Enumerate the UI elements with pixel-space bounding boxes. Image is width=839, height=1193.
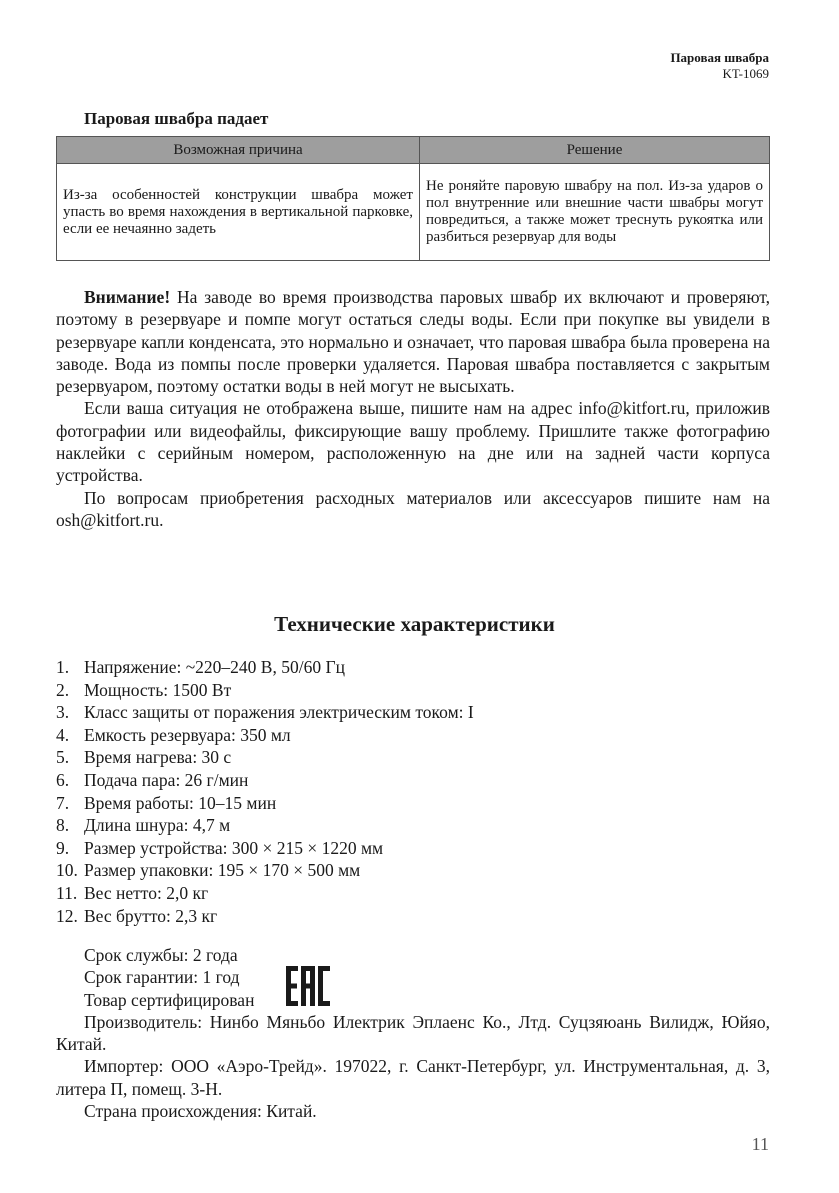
- item-text: Емкость резервуара: 350 мл: [84, 724, 291, 745]
- item-text: Мощность: 1500 Вт: [84, 679, 232, 700]
- table-row: [57, 164, 770, 261]
- column-header-solution: Решение: [420, 137, 770, 164]
- importer: Импортер: ООО «Аэро-Трейд». 197022, г. Санкт-Петербург, ул. Инструментальная, д. 3, литера П, помещ. 3-Н.: [56, 1056, 770, 1099]
- item-text: Время нагрева: 30 с: [84, 747, 232, 768]
- certified-text: Товар сертифицирован: [84, 989, 255, 1010]
- item-number: 3.: [56, 702, 70, 723]
- extra-info: [56, 944, 770, 1122]
- item-text: Длина шнура: 4,7 м: [84, 815, 231, 836]
- item-number: 7.: [56, 792, 70, 813]
- specs-list: [56, 656, 474, 927]
- troubleshooting-table: [56, 136, 770, 261]
- item-number: 5.: [56, 747, 70, 768]
- item-text: Вес нетто: 2,0 кг: [84, 882, 209, 903]
- item-number: 1.: [56, 657, 70, 677]
- item-number: 8.: [56, 815, 70, 836]
- header-model: KT-1069: [722, 66, 769, 81]
- warranty: Срок гарантии: 1 год: [84, 967, 240, 988]
- item-number: 11.: [56, 882, 78, 903]
- list-item: [56, 679, 474, 702]
- item-number: 9.: [56, 837, 70, 858]
- contact-paragraph: Если ваша ситуация не отображена выше, пишите нам на адрес info@kitfort.ru, приложив фотографии или видеофайлы, фиксирующие вашу проблему. Пришлите также фотографию наклейки с серийным номером, расположенную на дне или на задней части корпуса устройства.: [56, 398, 770, 486]
- list-item: [56, 859, 474, 882]
- column-header-cause: Возможная причина: [57, 137, 420, 164]
- country-of-origin: Страна происхождения: Китай.: [84, 1101, 317, 1122]
- item-number: 6.: [56, 769, 70, 790]
- accessories-paragraph: По вопросам приобретения расходных материалов или аксессуаров пишите нам на osh@kitfort.ru.: [56, 487, 770, 530]
- solution-cell: Не роняйте паровую швабру на пол. Из-за ударов о пол внутренние или внешние части швабры могут повредиться, а также может треснуть рукоятка или разбиться резервуар для воды: [420, 164, 770, 261]
- trouble-heading: Паровая швабра падает: [84, 109, 269, 128]
- item-text: Размер упаковки: 195 × 170 × 500 мм: [84, 860, 361, 881]
- table-header-row: [57, 137, 770, 164]
- item-number: 4.: [56, 724, 70, 745]
- page-number: 11: [751, 1134, 769, 1154]
- page-header: [670, 50, 769, 82]
- list-item: [56, 746, 474, 769]
- list-item: [56, 792, 474, 815]
- eac-mark-icon: [286, 966, 330, 1011]
- attention-label: Внимание!: [84, 287, 171, 307]
- item-text: Размер устройства: 300 × 215 × 1220 мм: [84, 837, 384, 858]
- list-item: [56, 837, 474, 860]
- item-text: Напряжение: ~220–240 В, 50/60 Гц: [84, 657, 345, 677]
- header-title: Паровая швабра: [670, 50, 769, 65]
- cause-cell: Из-за особенностей конструкции швабра может упасть во время нахождения в вертикальной парковке, если ее нечаянно задеть: [57, 164, 420, 261]
- list-item: [56, 769, 474, 792]
- item-number: 12.: [56, 905, 78, 926]
- notes-block: [56, 286, 770, 531]
- list-item: [56, 814, 474, 837]
- list-item: [56, 701, 474, 724]
- item-text: Время работы: 10–15 мин: [84, 792, 277, 813]
- manufacturer: Производитель: Нинбо Мяньбо Илектрик Эплаенс Ко., Лтд. Суцзяюань Вилидж, Юйяо, Китай.: [56, 1011, 770, 1055]
- list-item: [56, 882, 474, 905]
- attention-paragraph: [56, 286, 770, 397]
- item-number: 10.: [56, 860, 78, 881]
- list-item: [56, 724, 474, 747]
- item-text: Вес брутто: 2,3 кг: [84, 905, 218, 926]
- item-text: Подача пара: 26 г/мин: [84, 769, 249, 790]
- list-item: [56, 656, 474, 679]
- item-text: Класс защиты от поражения электрическим током: I: [84, 702, 474, 723]
- service-life: Срок службы: 2 года: [84, 945, 238, 965]
- specs-title: Технические характеристики: [274, 612, 555, 636]
- item-number: 2.: [56, 679, 70, 700]
- attention-text: На заводе во время производства паровых швабр их включают и проверяют, поэтому в резервуаре и помпе могут остаться следы воды. Если при покупке вы увидели в резервуаре капли конденсата, это нормально и означает, что паровая швабра была проверена на заводе. Вода из помпы после проверки удаляется. Паровая швабра поставляется с закрытым резервуаром, поэтому остатки воды в ней могут не высыхать.: [56, 287, 770, 397]
- list-item: [56, 905, 474, 928]
